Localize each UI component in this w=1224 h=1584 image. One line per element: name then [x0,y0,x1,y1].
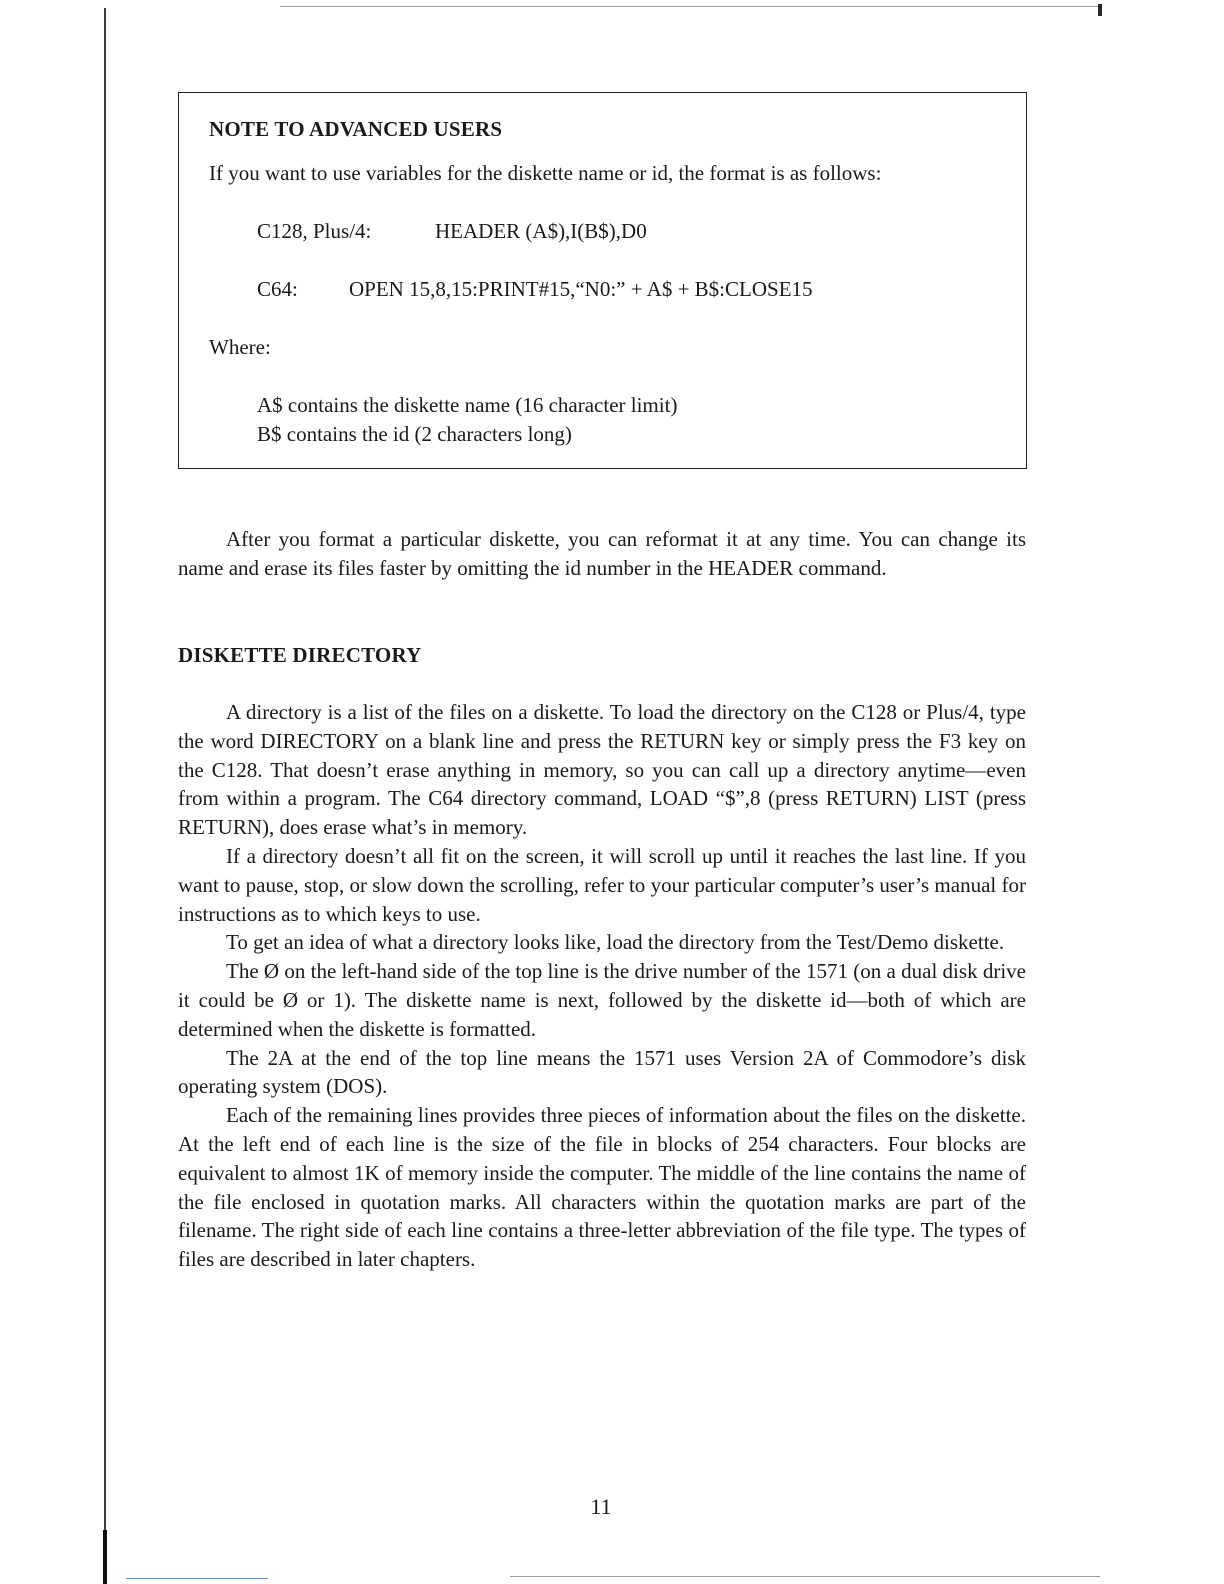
scan-left-binding-edge [104,8,106,1584]
directory-paragraph: If a directory doesn’t all fit on the screen, it will scroll up until it reaches the last line. If you want to pause, stop, or slow down the scrolling, refer to your particular computer’s user’s manual for instructions as to which keys to use. [178,843,1026,926]
diskette-directory-heading: DISKETTE DIRECTORY [178,643,422,667]
scan-top-corner-mark [1098,4,1102,16]
note-intro: If you want to use variables for the diskette name or id, the format is as follows: [209,161,882,185]
note-c128-label: C128, Plus/4: [257,219,372,243]
note-c64-code: OPEN 15,8,15:PRINT#15,“N0:” + A$ + B$:CLOSE15 [349,277,813,301]
note-a-description: A$ contains the diskette name (16 character limit) [257,393,678,417]
directory-paragraph: A directory is a list of the files on a diskette. To load the directory on the C128 or Plus/4, type the word DIRECTORY on a blank line and press the RETURN key or simply press the F3 key on the C128. That doesn’t erase anything in memory, so you can call up a directory anytime—even from within a program. The C64 directory command, LOAD “$”,8 (press RETURN) LIST (press RETURN), does erase what’s in memory. [178,700,1026,840]
directory-paragraph: Each of the remaining lines provides three pieces of information about the files on the diskette. At the left end of each line is the size of the file in blocks of 254 characters. Four blocks are equivalent to almost 1K of memory inside the computer. The middle of the line contains the name of the file enclosed in quotation marks. All characters within the quotation marks are part of the filename. The right side of each line contains a three-letter abbreviation of the file type. The types of files are described in later chapters. [178,1103,1026,1272]
scan-left-binding-edge-bottom [103,1530,107,1584]
note-title: NOTE TO ADVANCED USERS [209,117,503,141]
scan-bottom-blue-mark [126,1578,268,1579]
reformat-paragraph: After you format a particular diskette, you can reformat it at any time. You can change its name and erase its files faster by omitting the id number in the HEADER command. [178,527,1026,580]
note-c64-label: C64: [257,277,298,301]
scan-bottom-edge-line [510,1576,1100,1577]
note-b-description: B$ contains the id (2 characters long) [257,422,572,446]
directory-paragraph: The Ø on the left-hand side of the top line is the drive number of the 1571 (on a dual disk drive it could be Ø or 1). The diskette name is next, followed by the diskette id—both of which are determined when the diskette is formatted. [178,959,1026,1041]
scan-top-edge-line [280,6,1100,7]
directory-paragraph: To get an idea of what a directory looks like, load the directory from the Test/Demo diskette. [226,930,1005,955]
diskette-directory-section [178,698,1026,1274]
reformat-section [178,525,1026,583]
note-c128-code: HEADER (A$),I(B$),D0 [435,219,647,243]
note-where: Where: [209,335,271,359]
directory-paragraph: The 2A at the end of the top line means the 1571 uses Version 2A of Commodore’s disk operating system (DOS). [178,1045,1026,1099]
advanced-users-note-box [178,92,1027,469]
page-number: 11 [590,1494,612,1519]
